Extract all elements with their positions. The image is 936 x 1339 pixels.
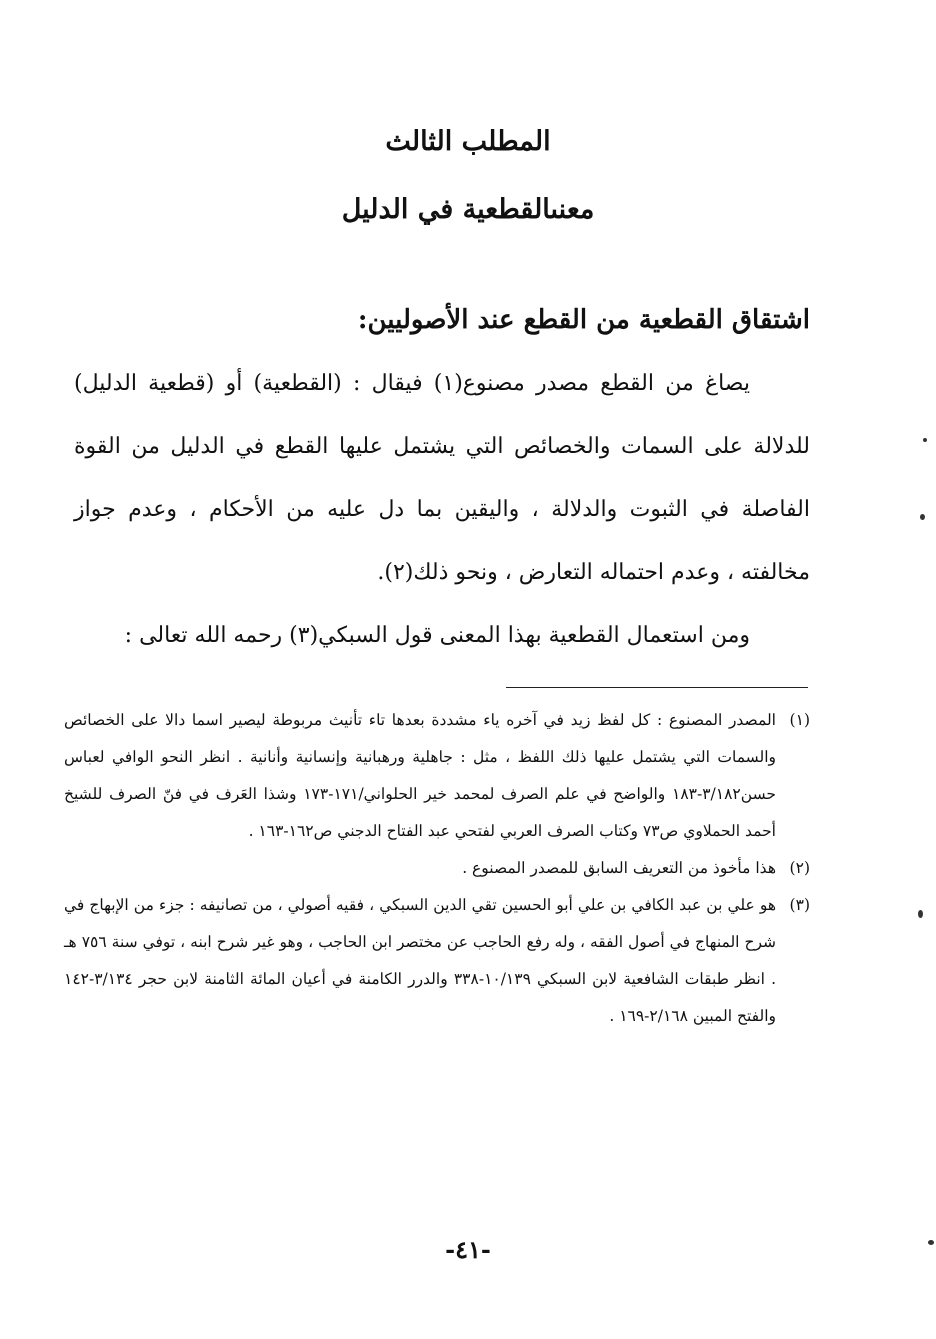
footnote-item xyxy=(64,702,810,850)
footnote-item xyxy=(64,850,810,887)
body-paragraph-1: يصاغ من القطع مصدر مصنوع(١) فيقال : (القطعية) أو (قطعية الدليل) للدلالة على السمات والخصائص التي يشتمل عليها القطع في الدليل من القوة الفاصلة في الثبوت والدلالة ، واليقين بما دل عليه من الأحكام ، وعدم جواز مخالفته ، وعدم احتماله التعارض ، ونحو ذلك(٢). xyxy=(74,371,810,585)
body-text xyxy=(74,352,810,667)
footnotes-list xyxy=(64,702,810,1035)
scan-speck xyxy=(923,438,927,442)
paragraph-heading: اشتقاق القطعية من القطع عند الأصوليين: xyxy=(357,305,810,335)
scan-speck xyxy=(928,1240,934,1245)
footnote-number: (١) xyxy=(789,711,810,729)
scan-speck xyxy=(918,910,923,918)
body-paragraph-2: ومن استعمال القطعية بهذا المعنى قول السبكي(٣) رحمه الله تعالى : xyxy=(124,623,750,648)
section-title: المطلب الثالث xyxy=(385,126,551,157)
footnote-number: (٢) xyxy=(789,859,810,877)
footnote-text: هذا مأخوذ من التعريف السابق للمصدر المصنوع . xyxy=(462,859,776,877)
page-number: -٤١- xyxy=(445,1235,491,1264)
section-subtitle: معنىالقطعية في الدليل xyxy=(341,194,595,225)
footnote-text: هو علي بن عبد الكافي بن علي أبو الحسين تقي الدين السبكي ، فقيه أصولي ، من تصانيفه : جزء من الإبهاج في شرح المنهاج في أصول الفقه ، وله رفع الحاجب عن مختصر ابن الحاجب ، وهو غير شرح ابنه ، توفي سنة ٧٥٦ هـ . انظر طبقات الشافعية لابن السبكي ١٠/١٣٩-٣٣٨ والدرر الكامنة في أعيان المائة الثامنة لابن حجر ٣/١٣٤-١٤٢ والفتح المبين ٢/١٦٨-١٦٩ . xyxy=(64,896,776,1025)
footnote-item xyxy=(64,887,810,1035)
scan-speck xyxy=(920,514,925,520)
footnote-text: المصدر المصنوع : كل لفظ زيد في آخره ياء مشددة بعدها تاء تأنيث مربوطة ليصير اسما دالا على الخصائص والسمات التي يشتمل عليها ذلك اللفظ ، مثل : جاهلية ورهبانية وإنسانية وأنانية . انظر النحو الوافي لعباس حسن٣/١٨٢-١٨٣ والواضح في علم الصرف لمحمد خير الحلواني/١٧١-١٧٣ وشذا العَرف في فنّ الصرف للشيخ أحمد الحملاوي ص٧٣ وكتاب الصرف العربي لفتحي عبد الفتاح الدجني ص١٦٢-١٦٣ . xyxy=(64,711,776,840)
footnote-number: (٣) xyxy=(789,896,810,914)
footnote-divider xyxy=(506,687,808,688)
